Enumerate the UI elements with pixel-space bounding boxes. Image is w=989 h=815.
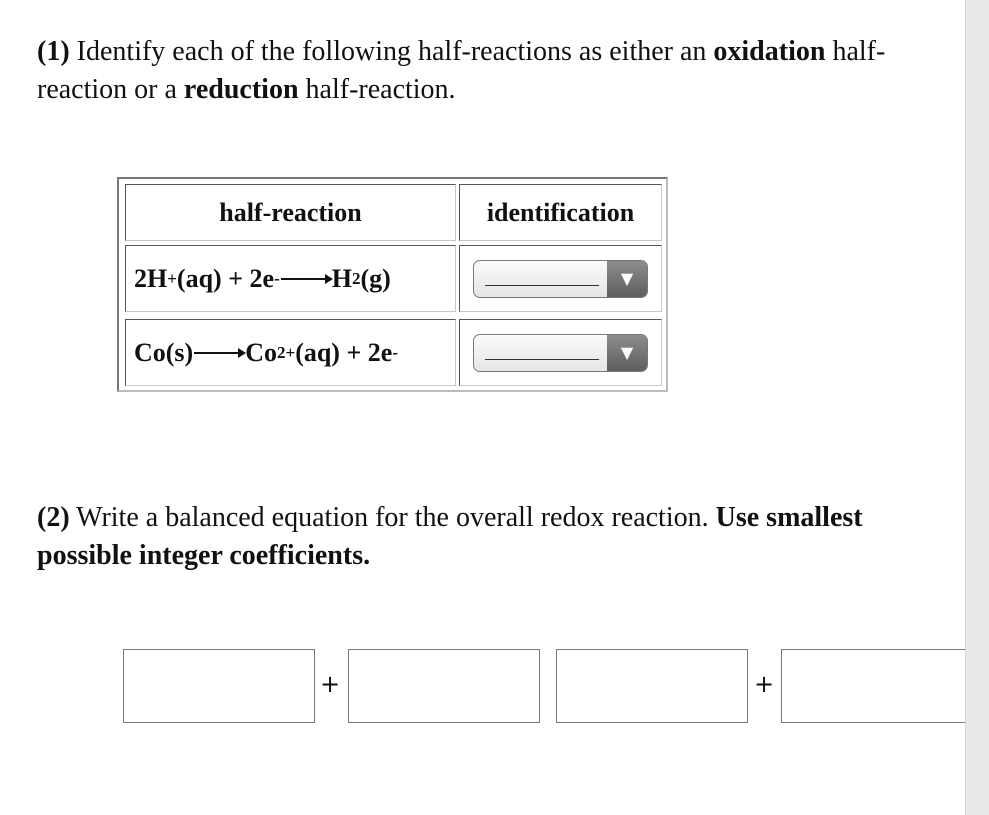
vertical-scrollbar[interactable] xyxy=(965,0,989,815)
equation-input-3[interactable] xyxy=(556,649,748,723)
half-reaction-1: 2H + (aq) + 2e - H 2 (g) xyxy=(125,245,456,312)
dropdown-blank-value xyxy=(485,359,599,360)
equation-input-1[interactable] xyxy=(123,649,315,723)
identification-cell-1 xyxy=(459,245,662,312)
identification-dropdown-2[interactable] xyxy=(473,334,648,372)
part-number: (2) xyxy=(37,502,70,533)
chevron-down-icon[interactable]: ▼ xyxy=(607,335,647,371)
question-part-1: (1) Identify each of the following half-reactions as either an oxidation half-reaction or a reduction half-reaction. xyxy=(37,36,886,105)
dropdown-blank-value xyxy=(485,285,599,286)
equation-input-4[interactable] xyxy=(781,649,965,723)
half-reaction-table xyxy=(117,177,668,392)
reaction-arrow-icon xyxy=(281,278,331,280)
header-identification: identification xyxy=(459,184,662,241)
question-part-2: (2) Write a balanced equation for the overall redox reaction. Use smallest possible integer coefficients. xyxy=(37,502,863,571)
equation-input-2[interactable] xyxy=(348,649,540,723)
plus-sign: + xyxy=(320,670,341,698)
identification-dropdown-1[interactable] xyxy=(473,260,648,298)
chevron-down-icon[interactable]: ▼ xyxy=(607,261,647,297)
half-reaction-2: Co(s) Co 2+ (aq) + 2e - xyxy=(125,319,456,386)
reaction-arrow-icon xyxy=(194,352,244,354)
part-number: (1) xyxy=(37,36,70,67)
plus-sign: + xyxy=(754,670,775,698)
header-half-reaction: half-reaction xyxy=(125,184,456,241)
identification-cell-2 xyxy=(459,319,662,386)
